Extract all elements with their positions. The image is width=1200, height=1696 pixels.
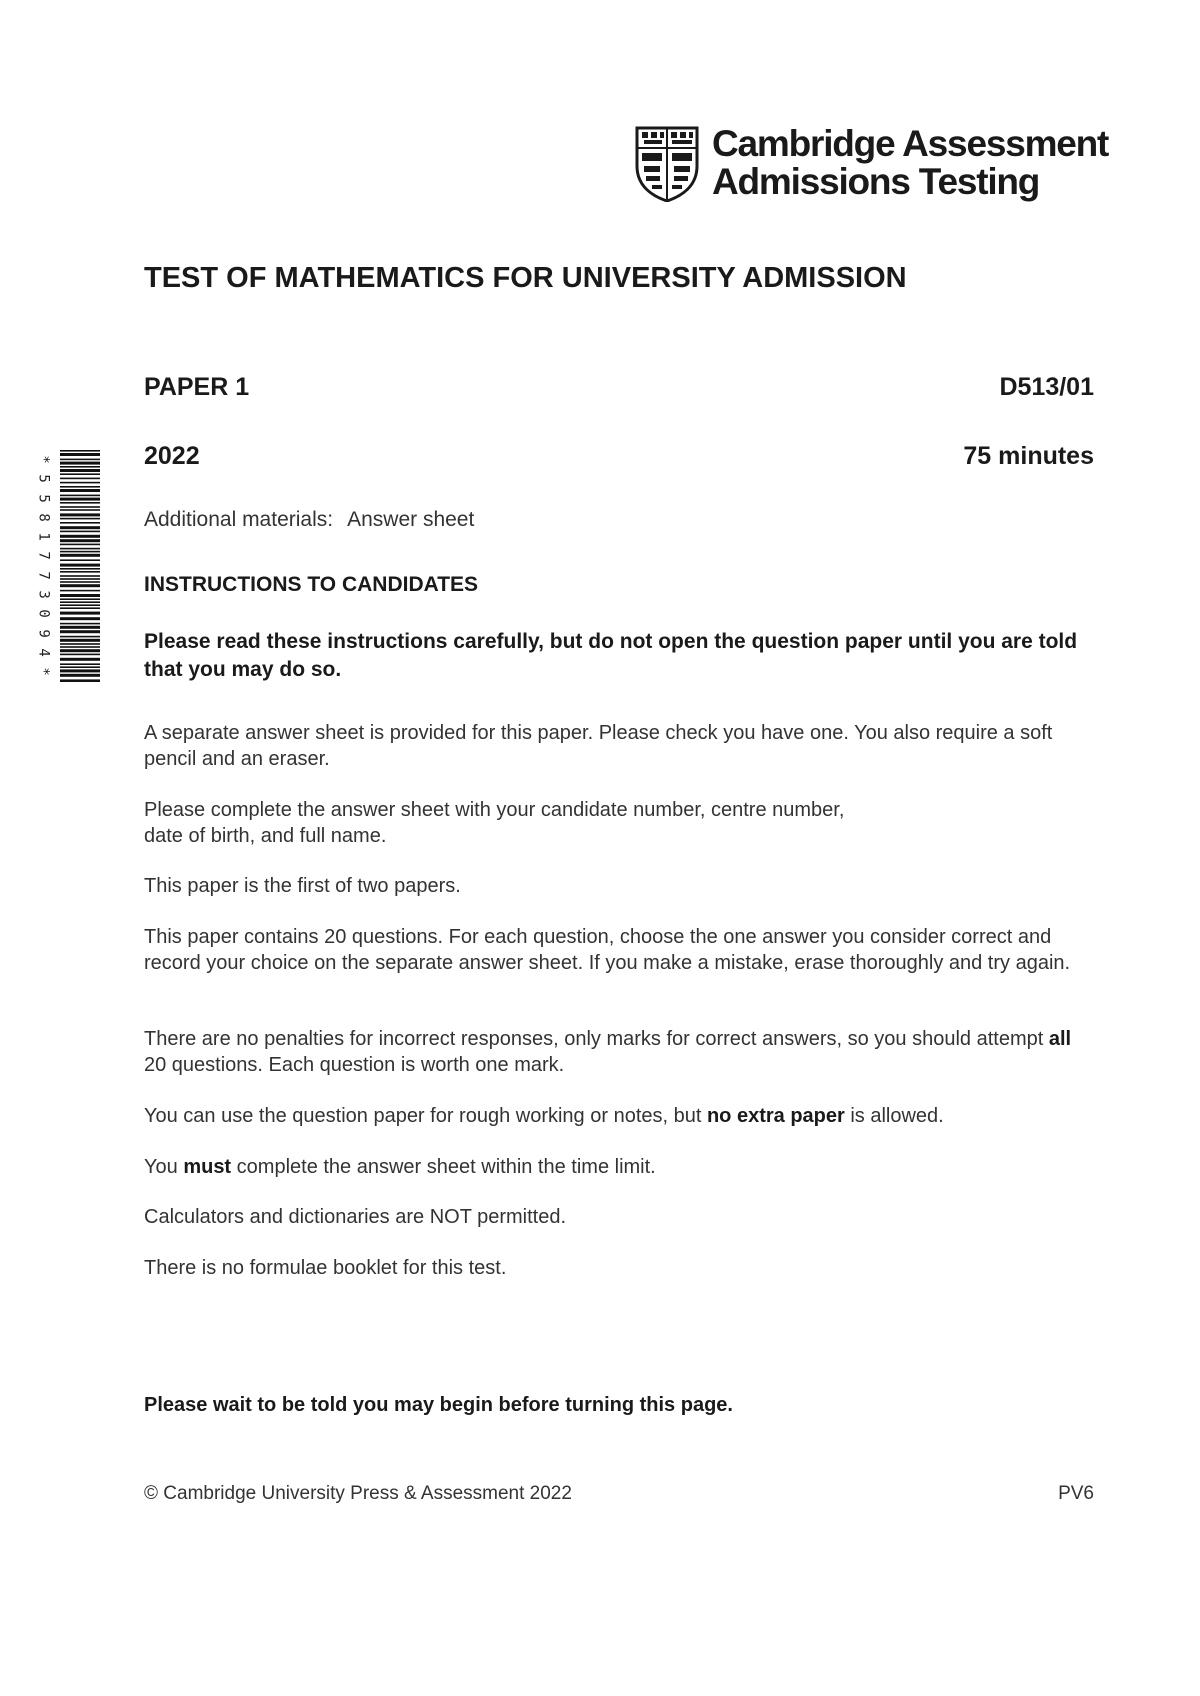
instruction-paragraph-answer-sheet: A separate answer sheet is provided for this paper. Please check you have one. You also require a soft pencil and an eraser. (144, 722, 1053, 770)
barcode-char: 1 (35, 532, 52, 542)
barcode-bars (60, 450, 100, 682)
barcode-digits (36, 450, 50, 682)
p7-text-c: complete the answer sheet within the time limit. (231, 1156, 656, 1178)
instruction-paragraph-rough-work (144, 1103, 1094, 1129)
p6-text-a: You can use the question paper for rough working or notes, but (144, 1105, 707, 1127)
copyright: © Cambridge University Press & Assessment 2022 (144, 1483, 572, 1504)
barcode-char: 5 (35, 474, 52, 484)
instruction-paragraph-first-paper: This paper is the first of two papers. (144, 875, 461, 897)
p5-text-c: 20 questions. Each question is worth one mark. (144, 1054, 565, 1076)
logo-text-line2: Admissions Testing (712, 161, 1040, 202)
p6-emphasis: no extra paper (706, 1105, 845, 1127)
barcode-char: 9 (35, 629, 52, 638)
instruction-paragraph-questions: This paper contains 20 questions. For each question, choose the one answer you consider correct and record your choice on the separate answer sheet. If you make a mistake, erase thoroughly and try again. (144, 926, 1071, 974)
p5-emphasis: all (1048, 1028, 1072, 1050)
barcode-char: * (35, 455, 52, 464)
exam-year: 2022 (144, 442, 200, 470)
barcode-char: 0 (35, 609, 52, 619)
paper-label: PAPER 1 (144, 373, 250, 401)
barcode-char: 5 (35, 494, 52, 503)
barcode-char: 7 (35, 571, 52, 580)
cambridge-logo (634, 123, 1109, 204)
instructions-notice: Please read these instructions carefully, but do not open the question paper until you are told that you may do so. (144, 630, 1078, 681)
p7-text-a: You (144, 1156, 184, 1178)
instruction-paragraph-time-limit (144, 1154, 1094, 1180)
instruction-paragraph-complete-sheet (144, 797, 1094, 849)
instruction-paragraph-penalties (144, 1026, 1094, 1078)
barcode (36, 450, 102, 682)
instruction-paragraph-calculators: Calculators and dictionaries are NOT permitted. (144, 1206, 567, 1228)
additional-materials (144, 508, 474, 532)
p6-text-c: is allowed. (844, 1105, 944, 1127)
version-code: PV6 (1058, 1483, 1094, 1504)
barcode-char: 7 (35, 551, 52, 561)
page-title: TEST OF MATHEMATICS FOR UNIVERSITY ADMISSION (144, 262, 907, 294)
materials-value: Answer sheet (347, 508, 475, 531)
p2-line1: Please complete the answer sheet with your candidate number, centre number, (144, 799, 845, 821)
barcode-char: * (35, 667, 52, 677)
cambridge-crest-icon (634, 126, 700, 202)
logo-text-line1: Cambridge Assessment (712, 123, 1109, 164)
barcode-char: 3 (35, 590, 52, 599)
exam-duration: 75 minutes (963, 442, 1094, 470)
footer-notice: Please wait to be told you may begin before turning this page. (144, 1394, 733, 1416)
instructions-heading: INSTRUCTIONS TO CANDIDATES (144, 573, 479, 596)
barcode-char: 4 (35, 648, 52, 657)
paper-code: D513/01 (999, 373, 1094, 401)
barcode-char: 8 (35, 513, 52, 522)
materials-label: Additional materials: (144, 508, 334, 531)
instruction-paragraph-formulae: There is no formulae booklet for this test. (144, 1257, 507, 1279)
p7-emphasis: must (183, 1156, 232, 1178)
p2-line2: date of birth, and full name. (144, 825, 387, 847)
p5-text-a: There are no penalties for incorrect responses, only marks for correct answers, so you should attempt (144, 1028, 1049, 1050)
